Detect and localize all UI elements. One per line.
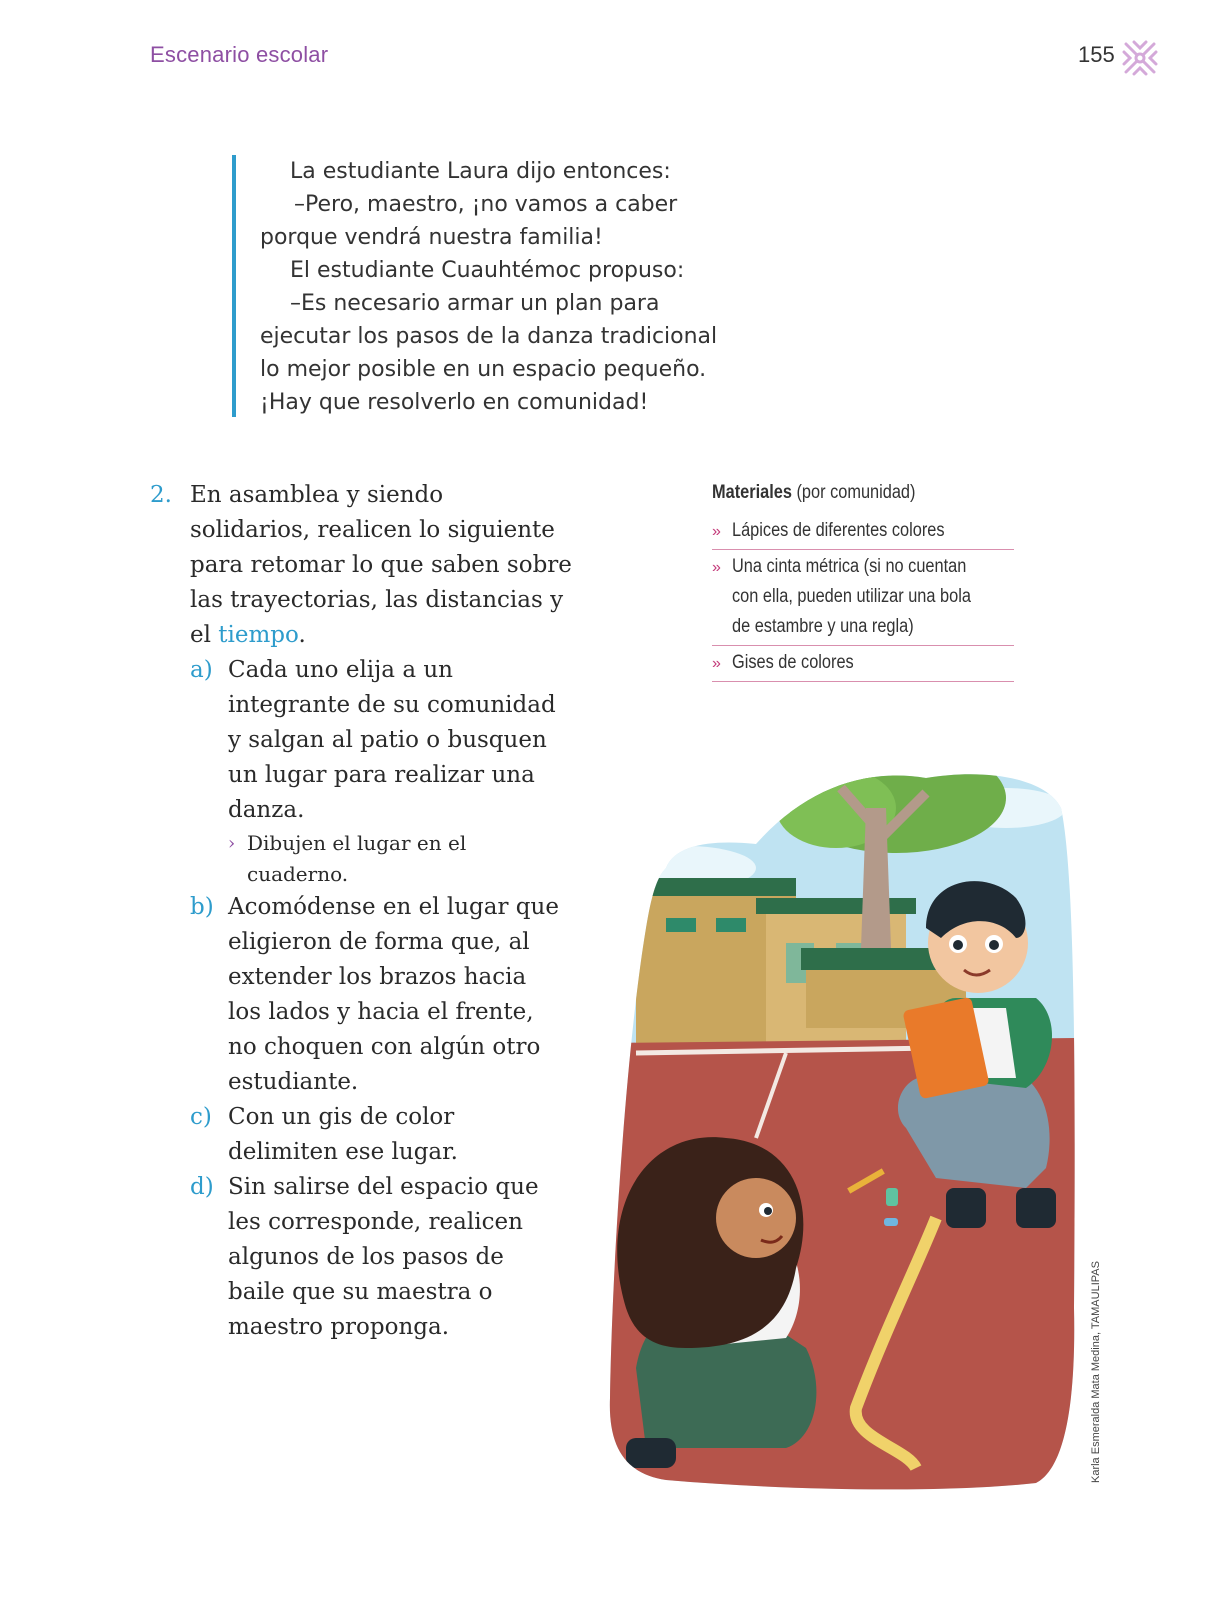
intro-line: para retomar lo que saben sobre (190, 552, 572, 578)
quote-line: lo mejor posible en un espacio pequeño. (260, 357, 707, 382)
item-a (190, 653, 610, 890)
illustration-students-measuring (606, 748, 1076, 1492)
item-line: Acomódense en el lugar que (228, 894, 559, 920)
materials-title-rest: (por comunidad) (791, 482, 916, 503)
item-letter: c) (190, 1104, 212, 1130)
item-line: no choquen con algún otro (228, 1034, 541, 1060)
item-letter: a) (190, 657, 213, 683)
item-line: estudiante. (228, 1069, 359, 1095)
item-line: Cada uno elija a un (228, 657, 453, 683)
activity-number: 2. (150, 482, 172, 508)
page-number: 155 (1078, 42, 1115, 67)
credit-place: TAMAULIPAS (1090, 1261, 1102, 1330)
material-item (712, 646, 1014, 682)
materials-title-bold: Materiales (712, 482, 792, 503)
material-line: Gises de colores (732, 652, 854, 673)
item-line: danza. (228, 797, 305, 823)
item-c (190, 1100, 610, 1170)
quote-line: ejecutar los pasos de la danza tradicional (260, 324, 718, 349)
sub-line: cuaderno. (247, 862, 349, 886)
item-b (190, 890, 610, 1100)
material-line: Lápices de diferentes colores (732, 520, 945, 541)
activity-2 (150, 478, 610, 1345)
bullet-icon: » (712, 655, 721, 672)
quote-line: –Es necesario armar un plan para (290, 291, 660, 316)
materials-title (712, 482, 972, 504)
quote-line: El estudiante Cuauhtémoc propuso: (290, 258, 685, 283)
material-line: con ella, pueden utilizar una bola (732, 586, 971, 607)
bullet-icon: » (712, 523, 721, 540)
sub-bullet-icon: › (228, 833, 236, 854)
intro-line: solidarios, realicen lo siguiente (190, 517, 555, 543)
material-item (712, 550, 1014, 646)
intro-line (190, 618, 610, 653)
credit-author: Karla Esmeralda Mata Medina (1090, 1335, 1102, 1483)
item-line: un lugar para realizar una (228, 762, 535, 788)
activity-intro (190, 478, 610, 653)
item-letter: b) (190, 894, 214, 920)
item-line: les corresponde, realicen (228, 1209, 523, 1235)
item-line: Con un gis de color (228, 1104, 455, 1130)
intro-prefix: el (190, 622, 219, 648)
quote-line: porque vendrá nuestra familia! (260, 225, 603, 250)
quote-line: ¡Hay que resolverlo en comunidad! (260, 390, 649, 415)
glossary-term-tiempo: tiempo (218, 622, 299, 648)
illustration-credit: Karla Esmeralda Mata Medina, TAMAULIPAS (1090, 1261, 1102, 1483)
item-line: extender los brazos hacia (228, 964, 527, 990)
quote-line: –Pero, maestro, ¡no vamos a caber (294, 192, 678, 217)
material-line: Una cinta métrica (si no cuentan (732, 556, 967, 577)
sub-item (228, 828, 610, 890)
item-letter: d) (190, 1174, 214, 1200)
material-item (712, 514, 1014, 550)
item-d (190, 1170, 610, 1345)
quote-line: La estudiante Laura dijo entonces: (290, 159, 671, 184)
section-title: Escenario escolar (150, 42, 329, 67)
intro-line: En asamblea y siendo (190, 482, 444, 508)
item-line: algunos de los pasos de (228, 1244, 504, 1270)
material-line: de estambre y una regla) (732, 616, 914, 637)
sub-line: Dibujen el lugar en el (247, 831, 467, 855)
decorative-star-icon (1120, 38, 1160, 78)
materials-box (712, 482, 1014, 682)
item-line: eligieron de forma que, al (228, 929, 530, 955)
item-line: delimiten ese lugar. (228, 1139, 458, 1165)
bullet-icon: » (712, 559, 721, 576)
intro-line: las trayectorias, las distancias y (190, 587, 564, 613)
item-line: los lados y hacia el frente, (228, 999, 534, 1025)
item-line: baile que su maestra o (228, 1279, 493, 1305)
intro-suffix: . (298, 622, 306, 648)
quote-block (232, 155, 792, 417)
item-line: maestro proponga. (228, 1314, 450, 1340)
item-line: Sin salirse del espacio que (228, 1174, 539, 1200)
item-line: y salgan al patio o busquen (228, 727, 547, 753)
item-line: integrante de su comunidad (228, 692, 556, 718)
